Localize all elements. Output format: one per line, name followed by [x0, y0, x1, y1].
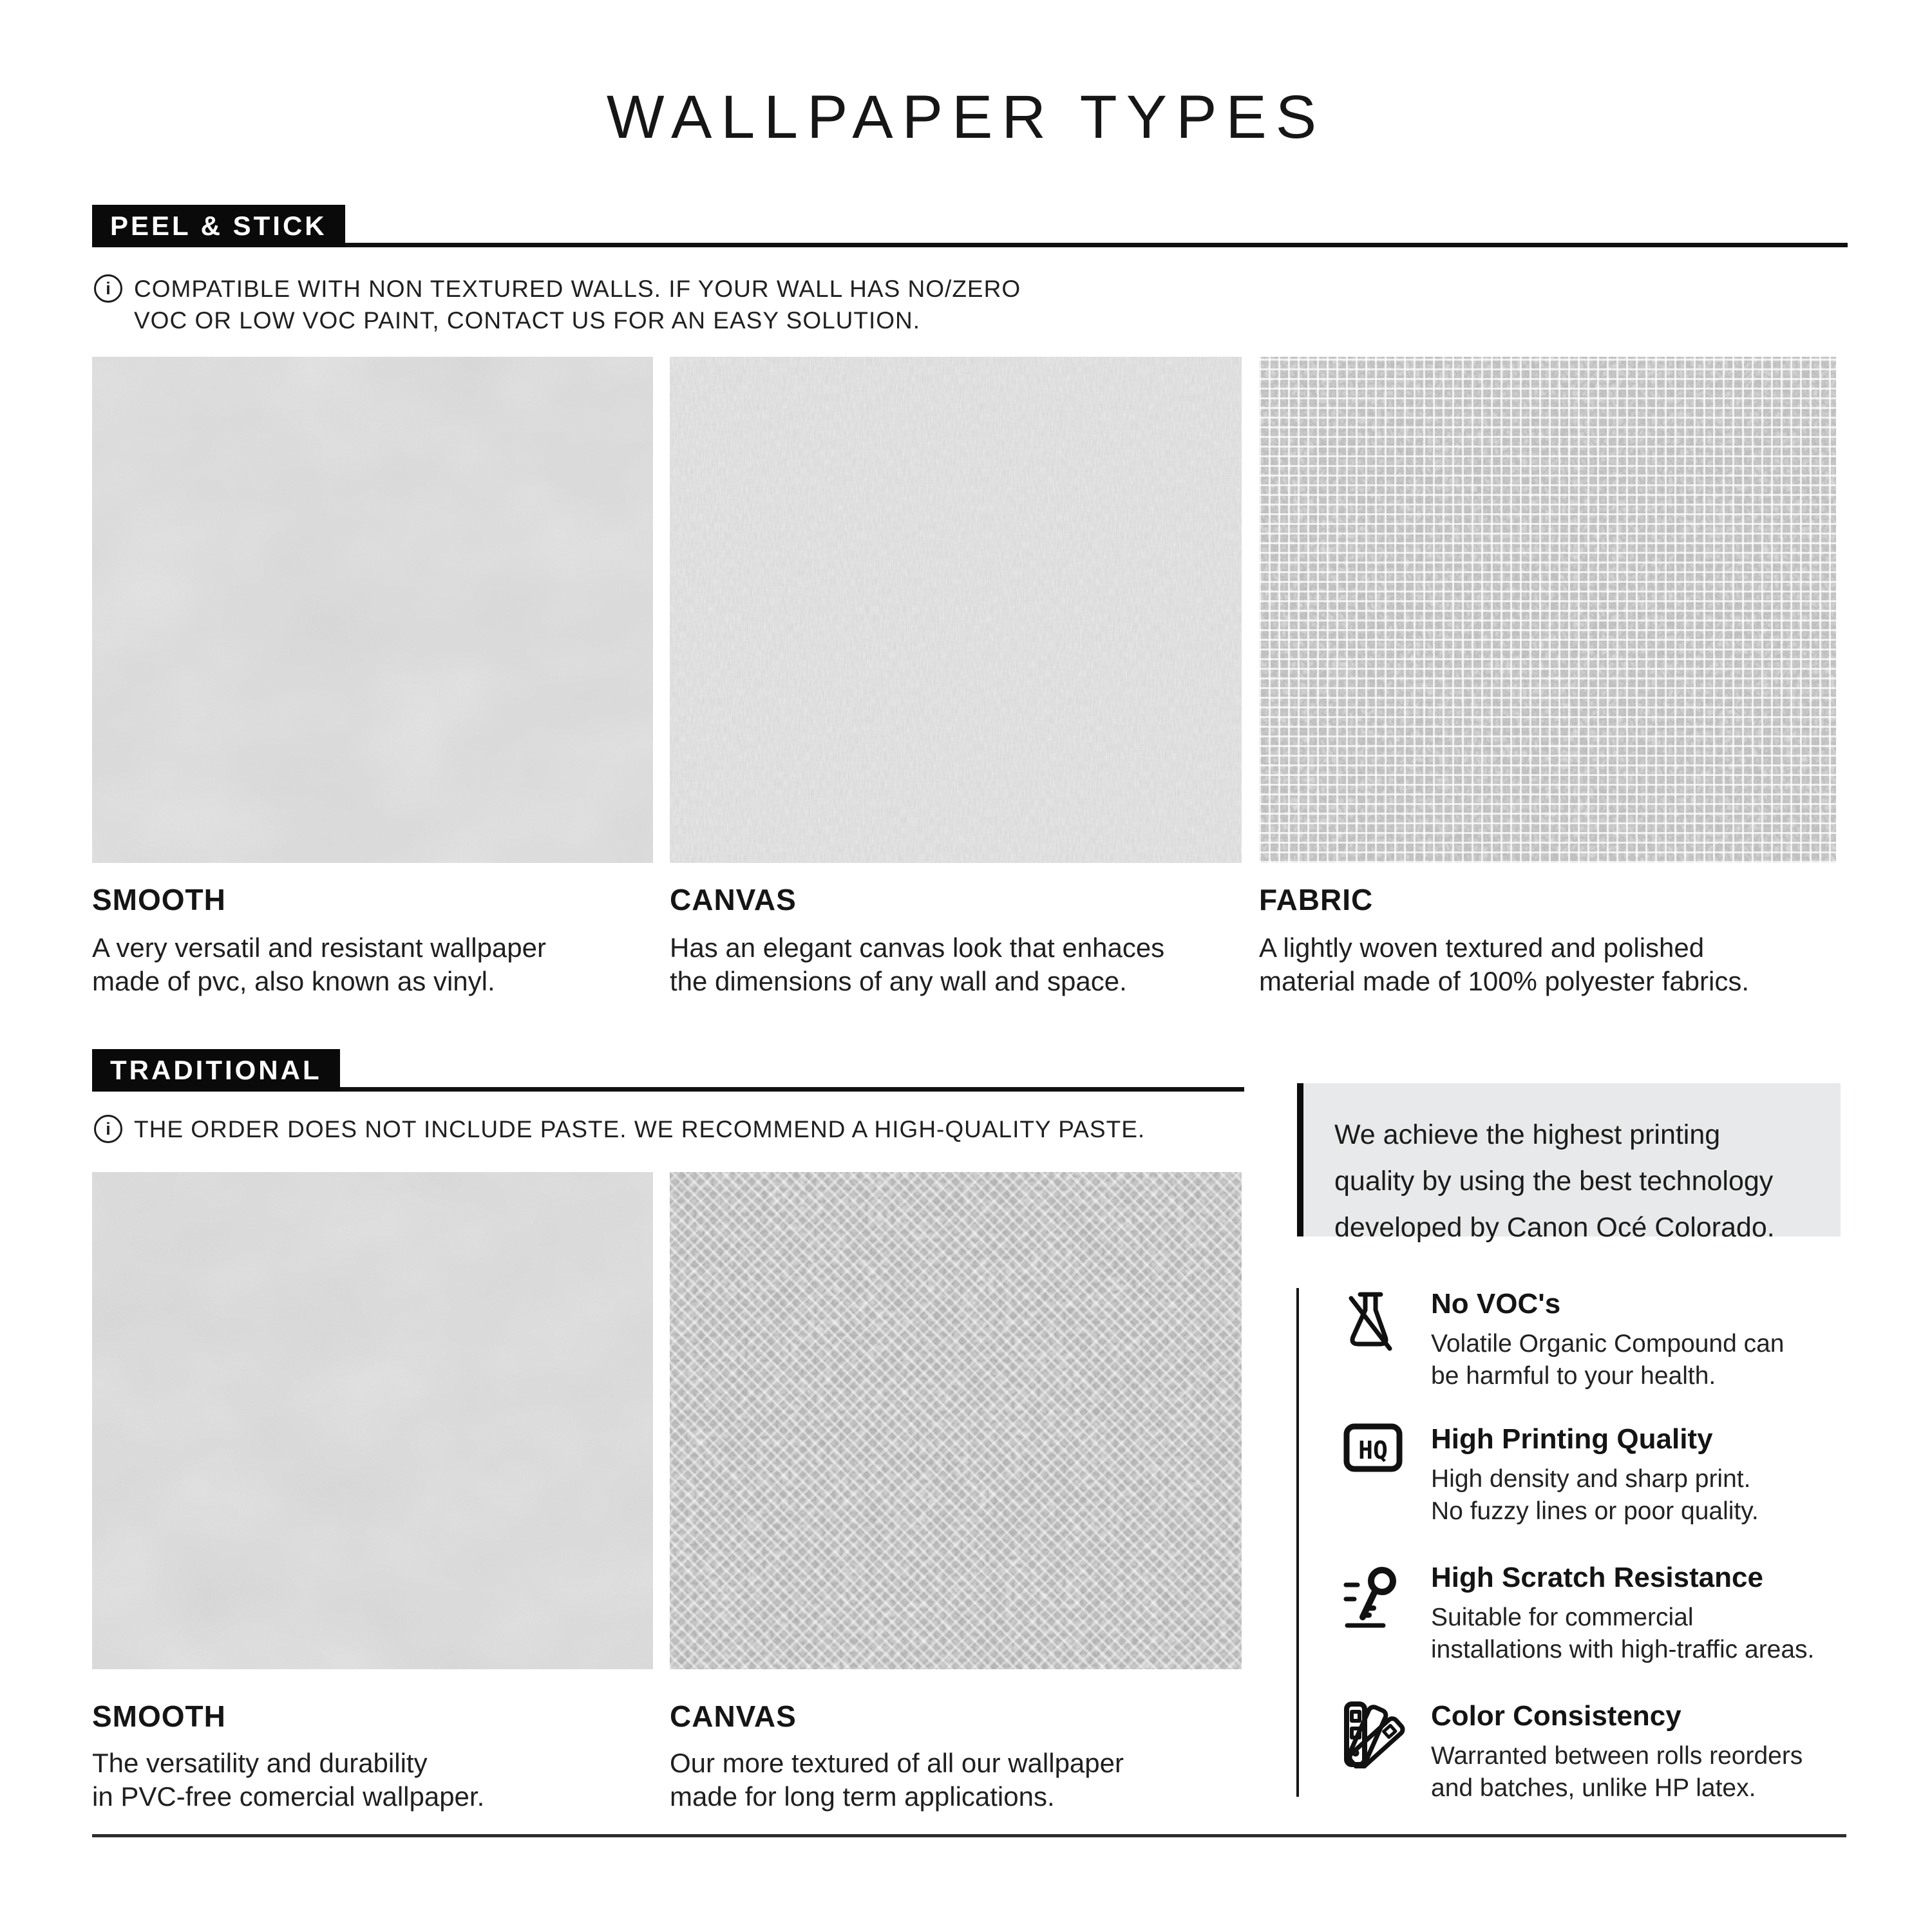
info-circle-icon: i [94, 274, 122, 303]
desc-line: made for long term applications. [670, 1781, 1055, 1812]
peel-stick-note [94, 273, 1021, 336]
desc-line: No fuzzy lines or poor quality. [1431, 1497, 1759, 1525]
swatch-description [92, 1747, 653, 1814]
desc-line: the dimensions of any wall and space. [670, 966, 1127, 996]
feature-color-consistency [1343, 1700, 1852, 1804]
traditional-smooth-card [92, 1172, 653, 1814]
desc-line: High density and sharp print. [1431, 1465, 1751, 1493]
traditional-smooth-swatch-image [92, 1172, 653, 1669]
peel-fabric-swatch-image [1259, 357, 1836, 863]
desc-line: Suitable for commercial [1431, 1604, 1694, 1631]
desc-line: be harmful to your health. [1431, 1362, 1716, 1390]
feature-description [1431, 1463, 1852, 1528]
feature-description [1431, 1602, 1852, 1666]
svg-text:HQ: HQ [1358, 1436, 1388, 1464]
feature-description [1431, 1740, 1852, 1804]
printing-quality-text [1334, 1112, 1841, 1251]
traditional-badge [92, 1049, 340, 1092]
page-title: WALLPAPER TYPES [606, 83, 1326, 151]
desc-line: made of pvc, also known as vinyl. [92, 966, 495, 996]
desc-line: material made of 100% polyester fabrics. [1259, 966, 1750, 996]
desc-line: in PVC-free comercial wallpaper. [92, 1781, 485, 1812]
peel-canvas-swatch-image [670, 357, 1242, 863]
swatch-description [670, 1747, 1242, 1814]
hq-badge-icon [1343, 1423, 1403, 1482]
info-circle-icon: i [94, 1115, 122, 1143]
desc-line: installations with high-traffic areas. [1431, 1636, 1815, 1663]
traditional-canvas-card [670, 1172, 1242, 1814]
swatch-title: FABRIC [1259, 883, 1374, 916]
peel-stick-rule [92, 243, 1848, 247]
sidebar-divider-line [1296, 1288, 1299, 1797]
peel-fabric-card [1259, 357, 1836, 998]
key-scratch-icon [1343, 1562, 1401, 1632]
peel-smooth-card [92, 357, 653, 998]
printing-quality-callout [1297, 1083, 1841, 1243]
desc-line: A very versatil and resistant wallpaper [92, 933, 546, 963]
swatch-title: CANVAS [670, 1700, 797, 1733]
traditional-note-text [134, 1113, 1145, 1145]
feature-title: High Scratch Resistance [1431, 1562, 1763, 1593]
feature-no-voc [1343, 1288, 1852, 1392]
color-fan-icon [1343, 1700, 1405, 1772]
fabric-weave-overlay [1259, 357, 1836, 863]
canvas-weave-overlay [670, 1172, 1242, 1669]
feature-title: No VOC's [1431, 1288, 1561, 1320]
swatch-title: SMOOTH [92, 1700, 226, 1733]
quality-line: quality by using the best technology [1334, 1166, 1774, 1197]
peel-stick-badge-label: PEEL & STICK [110, 211, 327, 241]
peel-stick-note-text [134, 273, 1021, 336]
traditional-canvas-swatch-image [670, 1172, 1242, 1669]
feature-high-scratch-resistance [1343, 1562, 1852, 1666]
peel-smooth-swatch-image [92, 357, 653, 863]
desc-line: Warranted between rolls reorders [1431, 1742, 1803, 1770]
no-voc-flask-icon [1343, 1288, 1397, 1356]
desc-line: Volatile Organic Compound can [1431, 1330, 1785, 1358]
desc-line: and batches, unlike HP latex. [1431, 1774, 1756, 1802]
footer-divider-line [92, 1834, 1846, 1837]
quality-line: We achieve the highest printing [1334, 1119, 1721, 1150]
feature-high-printing-quality [1343, 1423, 1852, 1528]
swatch-description [670, 931, 1242, 998]
traditional-note [94, 1113, 1145, 1145]
note-line: THE ORDER DOES NOT INCLUDE PASTE. WE RECOMMEND A HIGH-QUALITY PASTE. [134, 1116, 1146, 1142]
desc-line: Has an elegant canvas look that enhaces [670, 933, 1165, 963]
feature-title: High Printing Quality [1431, 1423, 1713, 1455]
swatch-title: CANVAS [670, 883, 797, 916]
swatch-description [1259, 931, 1836, 998]
peel-stick-badge [92, 205, 345, 247]
desc-line: Our more textured of all our wallpaper [670, 1748, 1124, 1778]
feature-title: Color Consistency [1431, 1700, 1681, 1732]
swatch-title: SMOOTH [92, 883, 226, 916]
desc-line: A lightly woven textured and polished [1259, 933, 1705, 963]
note-line: VOC OR LOW VOC PAINT, CONTACT US FOR AN EASY SOLUTION. [134, 307, 921, 334]
note-line: COMPATIBLE WITH NON TEXTURED WALLS. IF YOUR WALL HAS NO/ZERO [134, 276, 1021, 302]
swatch-description [92, 931, 653, 998]
desc-line: The versatility and durability [92, 1748, 428, 1778]
peel-canvas-card [670, 357, 1242, 998]
traditional-badge-label: TRADITIONAL [110, 1055, 322, 1085]
quality-line: developed by Canon Océ Colorado. [1334, 1212, 1775, 1243]
feature-description [1431, 1328, 1852, 1392]
